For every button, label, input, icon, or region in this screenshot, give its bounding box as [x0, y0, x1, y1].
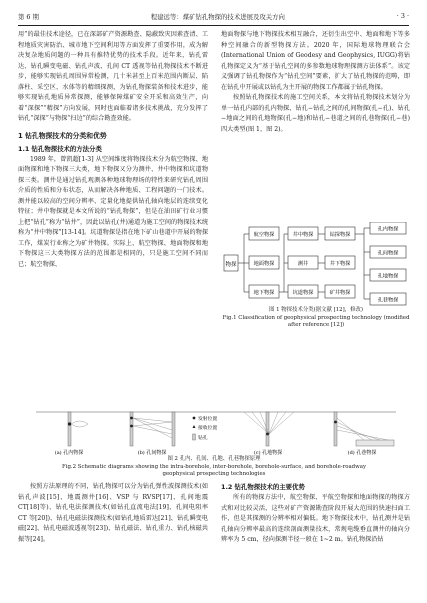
- panel-d-borehole-roadway: [334, 412, 394, 456]
- paragraph: 1989 年，曾凯超[1-3] 从空间维度将物探技术分为航空物探、地面物探和地下物探三大类，地下物探又分为测井、井中物探和坑道物探三类。测井是通过钻孔观测各种地球物理场的特性来研究钻孔周围介质的性质和分布状态，从而解决各种地质、工程问题的一门技术。测井能以较高的空间分辨率、定量化地提供钻孔轴向地层的连续变化特征；井中物探就是本文所说的“钻孔物探”，但是在油田矿行业习惯上把“钻孔”称为“钻井”，因此以钻孔(井)通道为施工空间的物探技术统称为“井中物探”[13-14]。坑道物探是指在地下矿山巷道中开展的物探工作，煤炭行业称之为矿井物探。实际上，航空物探、地面物探和地下物探这三大类物探方法的范围都是相同的，只是施工空间不同而已；航空物探、: [18, 155, 208, 268]
- page-number: · 3 ·: [396, 12, 409, 20]
- panel-b-inter-borehole: [130, 412, 175, 456]
- legend-label: 钻孔: [198, 436, 208, 441]
- subsection-heading-1-2: 1.2 钻孔物探技术的主要优势: [221, 483, 305, 491]
- fig1-subtype-label: 井下物探: [329, 261, 351, 267]
- fig1-leaf-label: 孔间物探: [377, 250, 399, 257]
- right-column-top: [221, 30, 410, 135]
- running-title: 程建远等：煤矿钻孔物探的技术进展及攻关方向: [150, 12, 285, 21]
- fig1-group-label: 地下物探: [253, 290, 275, 296]
- paragraph: 所有的物探方法中，航空物探、平航空物探和地面物探的物探方式和对比较灵活，这些对矿产资源勘查阶段开展大范围的快速扫面工作，但是其探测的分辨率相对偏低。地下物探技术中，钻孔测井是钻孔轴向分辨率最高的连续剖面测量技术，常规电缆垂直测井的轴向分辨率为 5 cm，径向探测半径一般在 1~2 m。钻孔物探沿钻: [221, 494, 410, 543]
- figure-2-caption-en-1: Fig.2 Schematic diagrams showing the intra-borehole, inter-borehole, borehole-surface, and borehole-roadway: [62, 463, 366, 470]
- header-rule: [18, 25, 409, 26]
- paragraph: 用”的最佳技术途径，已在深部矿产资源勘查、隐蔽致灾因素查清、工程地质灾害防治、城市地下空间利用等方面发挥了重要作用，成为解决复杂地质问题的一种具有推特优势的技术手段。近年来，钻孔雷达、钻孔瞬变电磁、钻孔声波、孔间 CT 透视等钻孔物探技术不断进步，能够实现钻孔周围异常检测，几十米甚至上百米范围内断层、陷落柱、采空区、水体等的精细探测，为钻孔物探装备和技术进步，能够实现钻孔地质异常探测，能够保障煤矿安全开采和高效生产，向着“深探”“精探”方向发展，同时也面临着诸多技术挑战，充分发挥了钻孔“深探”与物探“扫边”的综合勘查效能。: [18, 31, 208, 122]
- legend-label: 接收位置: [198, 426, 218, 431]
- fig1-leaf-label: 孔内物探: [377, 226, 399, 233]
- running-header: [18, 10, 409, 22]
- paragraph: 地面物探与地下物探技术相互融合，还衍生出空中、地面和地下等多种空间融合的新型物探方法。2020 年，国际地球物理联合会(International Union of Geodesy and Geophysics, IUGG)将钻孔物探定义为“基于钻孔空间的多参数地球物理探测方法体系”。该定义强调了钻孔物探作为“钻孔空间”要素，扩大了钻孔物探的范畴，即在钻孔中开展或以钻孔为主开展的物探工作都属于钻孔物探。: [221, 31, 410, 91]
- fig1-method-label: 测井: [297, 261, 309, 267]
- fig1-method-label: 井中物探: [292, 232, 314, 238]
- figure-1-caption-en: Fig.1 Classification of geophysical prospecting technology (modified after reference [12]): [222, 314, 410, 328]
- fig1-group-label: 航空物探: [253, 232, 275, 238]
- paragraph: 按照方法原理的不同，钻孔物探可以分为钻孔弹性波探测技术(如钻孔声波[15]、地震测井[16]、VSP 与 RVSP[17]、孔间地震 CT[18]等)、钻孔电法探测技术(如钻孔直流电法[19]、孔间电阻率 CT 等[20])、钻孔电磁法探测技术(如钻孔地质雷达[21]、钻孔瞬变电磁[22]、钻孔电磁波透视等[23])、钻孔磁法、钻孔重力、钻孔核磁共振等[24]。: [18, 483, 208, 543]
- left-column-bottom: [18, 482, 208, 545]
- panel-label: (b) 孔间物探: [137, 450, 167, 456]
- panel-label: (a) 孔内物探: [54, 450, 84, 456]
- panel-label: (c) 孔地物探: [253, 450, 283, 456]
- section-heading-1: 1 钻孔物探技术的分类和优势: [18, 131, 107, 140]
- fig2-legend: [193, 415, 218, 441]
- panel-a-intra-borehole: [55, 412, 88, 456]
- figure-1-classification-diagram: [222, 222, 410, 306]
- subsection-heading-1-1: 1.1 钻孔物探技术的方法分类: [18, 144, 102, 153]
- fig1-method-label: 坑道物探: [292, 290, 314, 296]
- paragraph: 按照钻孔物探技术的施工空间关系，本文将钻孔物探技术划分为单一钻孔内部的孔内物探、钻孔−钻孔之间的孔间物探(孔−孔)、钻孔−地面之间的孔地物探(孔−地)和钻孔−巷道之间的孔巷物探(孔−巷)四大类型(图 1，图 2)。: [221, 94, 410, 133]
- fig1-subtype-label: 钻探物探: [329, 232, 351, 238]
- fig1-subtype-label: 矿井物探: [329, 290, 351, 296]
- figure-2-caption: [24, 456, 404, 479]
- fig1-root-label: 物探: [225, 262, 237, 268]
- legend-label: 发射位置: [198, 417, 218, 422]
- figure-1-caption: [221, 307, 411, 330]
- left-column-top: [18, 30, 208, 270]
- panel-label: (d) 孔巷物探: [347, 450, 377, 456]
- fig1-leaf-label: 孔巷物探: [377, 297, 399, 304]
- figure-2-caption-en-2: geophysical prospecting technologies: [162, 471, 266, 478]
- right-column-bottom: [221, 482, 410, 546]
- figure-2-schematics: [34, 404, 398, 456]
- fig1-group-label: 地面物探: [253, 261, 275, 267]
- figure-2-caption-cn: 图 2 孔内、孔间、孔地、孔巷物探原理: [167, 456, 261, 462]
- figure-1-caption-cn: 图 1 物探技术分类(据文献 [12]，修改): [269, 307, 363, 313]
- panel-c-borehole-surface: [244, 412, 294, 456]
- fig1-leaf-label: 孔地物探: [377, 273, 399, 280]
- issue-number: 第 6 期: [18, 12, 39, 21]
